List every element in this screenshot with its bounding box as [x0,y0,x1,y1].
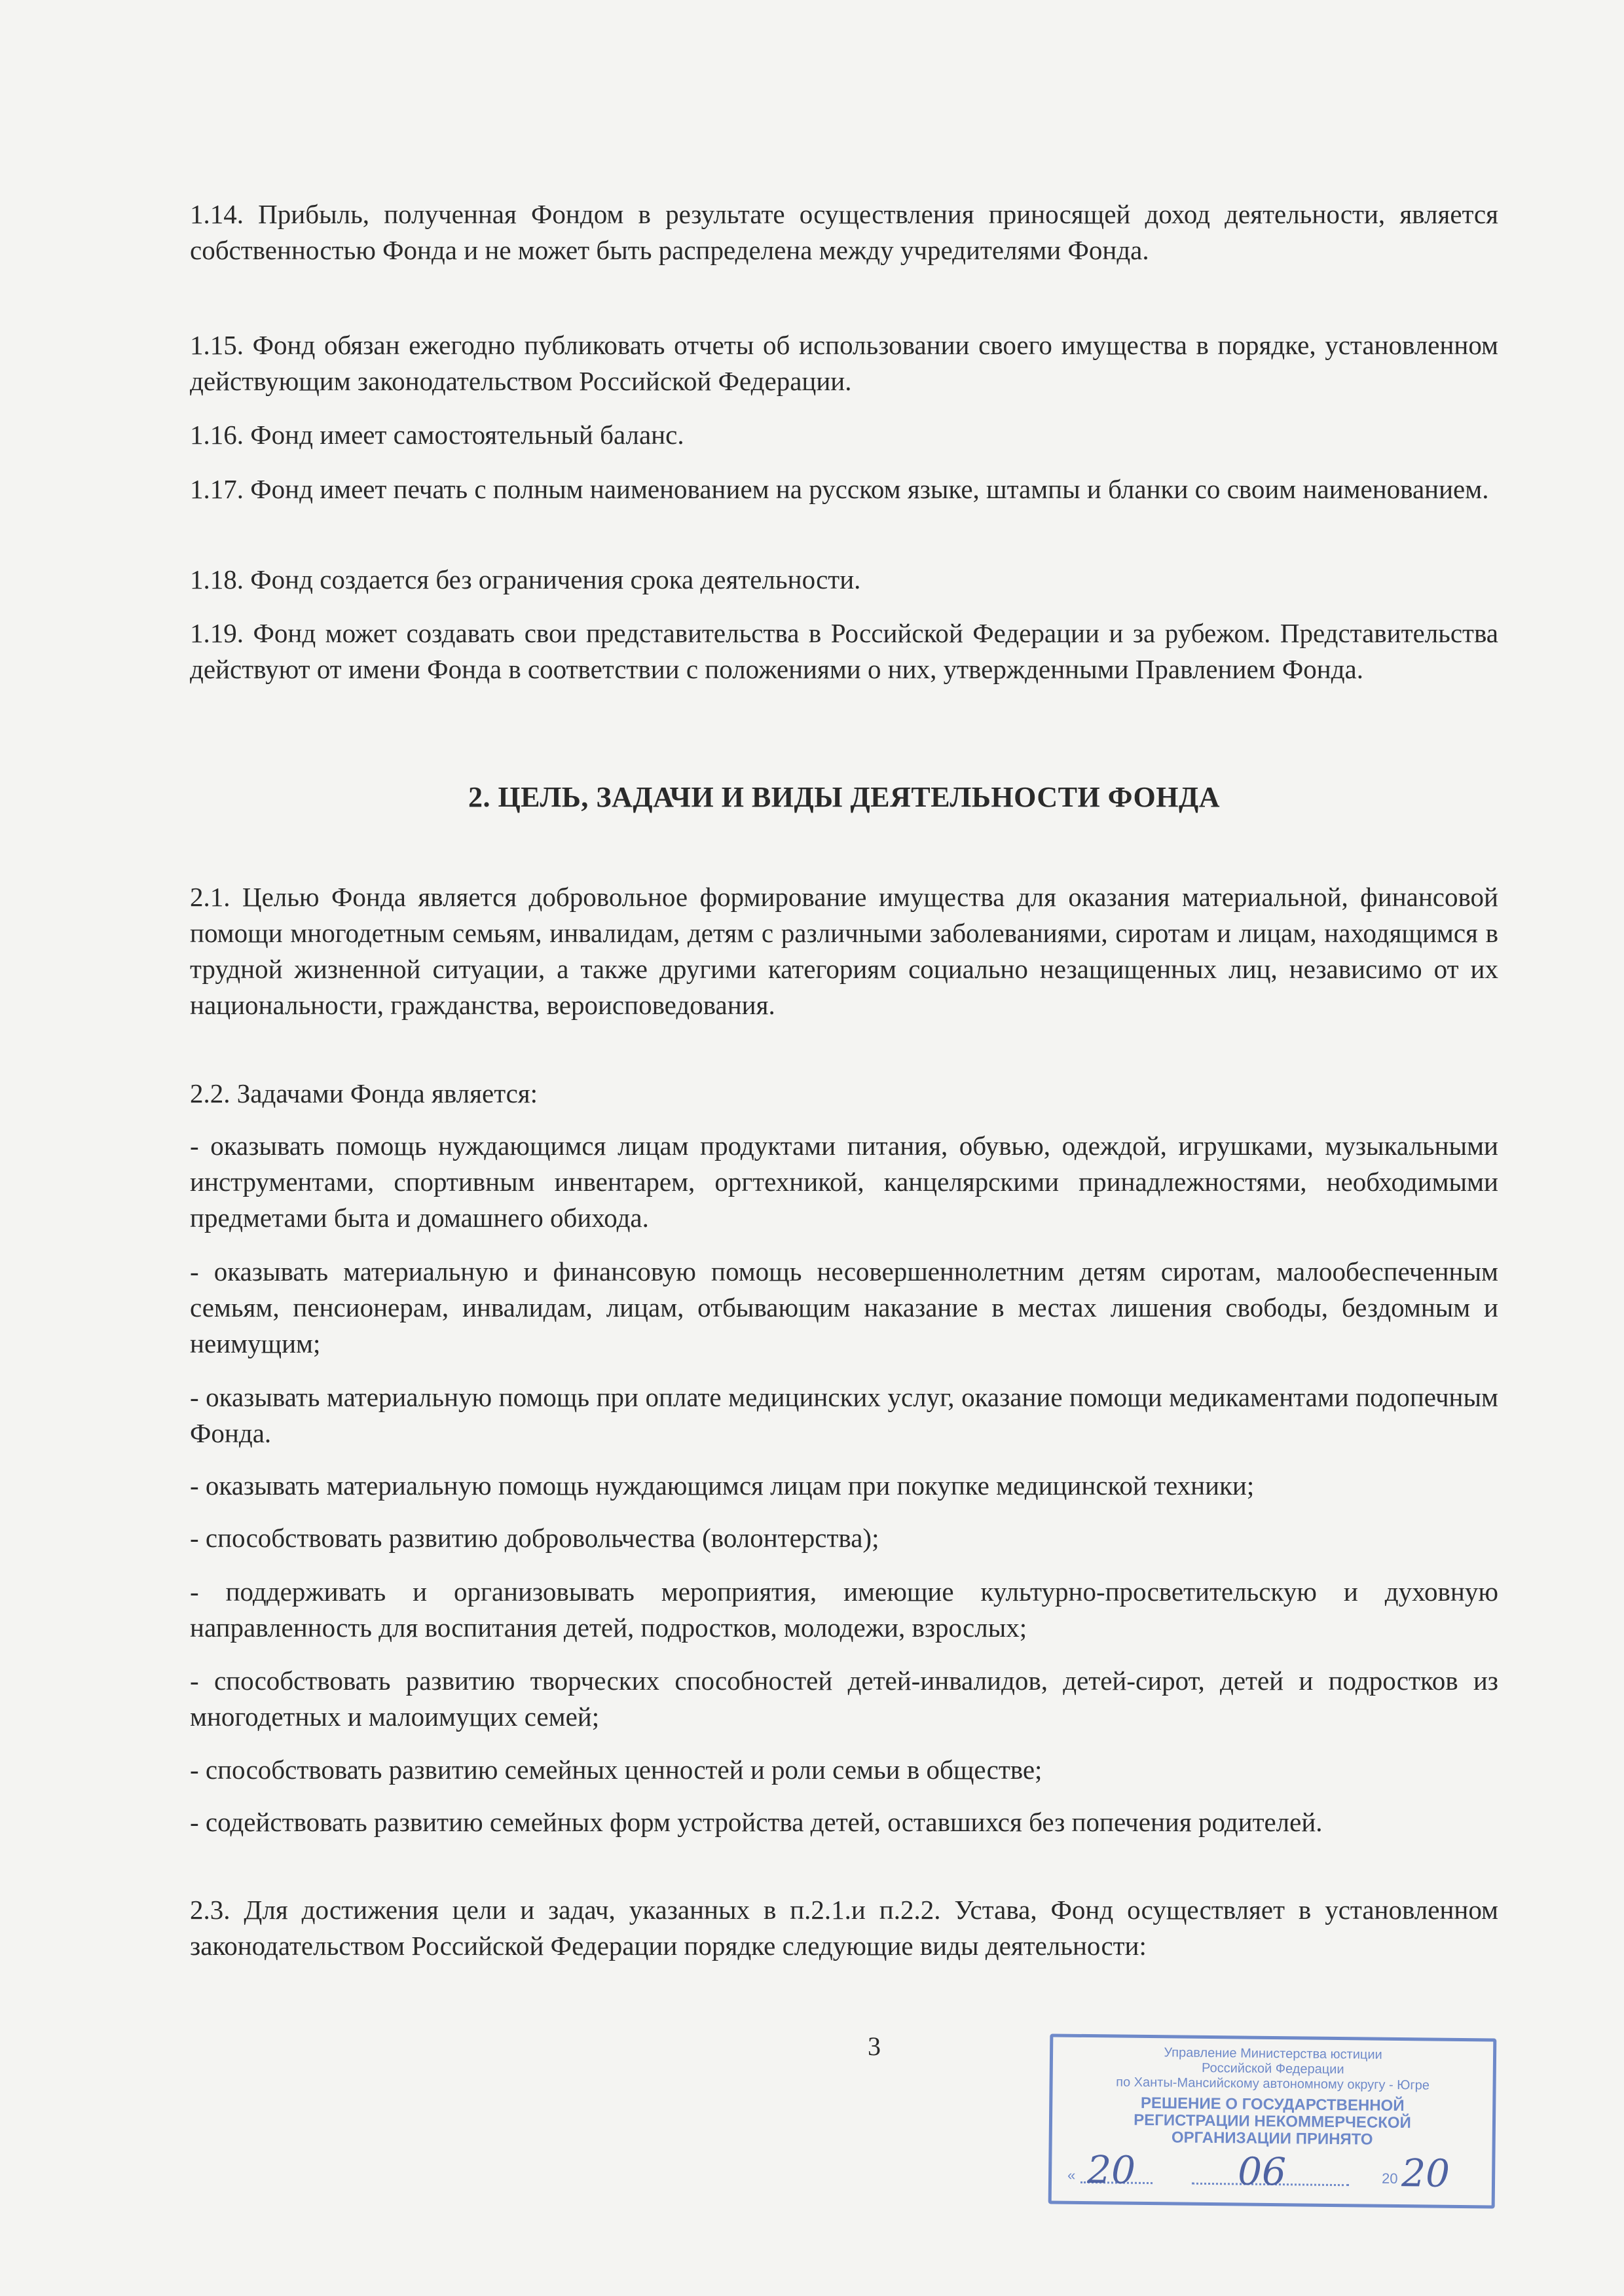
paragraph-1-17: 1.17. Фонд имеет печать с полным наименованием на русском языке, штампы и бланки со своим наименованием. [190,474,1489,504]
registration-stamp [1048,2033,1497,2208]
list-item-volunteering: - способствовать развитию добровольчества (волонтерства); [190,1523,879,1553]
section-heading: 2. ЦЕЛЬ, ЗАДАЧИ И ВИДЫ ДЕЯТЕЛЬНОСТИ ФОНДА [468,781,1221,813]
list-item-financial-aid: - оказывать материальную и финансовую помощь несовершеннолетним детям сиротам, малообеспеченным семьям, пенсионерам, инвалидам, лицам, отбывающим наказание в местах лишения свободы, бездомным и неимущим; [190,1256,1498,1358]
stamp-line-federation: Российской Федерации [1201,2060,1344,2077]
paragraph-2-1: 2.1. Целью Фонда является добровольное формирование имущества для оказания материальной, финансовой помощи многодетным семьям, инвалидам, детям с различными заболеваниями, сиротам и лицам, находящимся в трудной жизненной ситуации, а также другими категориям социально незащищенных лиц, независимо от их национальности, гражданства, вероисповедования. [190,882,1498,1020]
stamp-quote-mark: « [1067,2166,1076,2183]
list-item-family-values: - способствовать развитию семейных ценностей и роли семьи в обществе; [190,1755,1043,1785]
list-item-food-clothing: - оказывать помощь нуждающимся лицам продуктами питания, обувью, одеждой, игрушками, музыкальными инструментами, спортивным инвентарем, оргтехникой, канцелярскими принадлежностями, необходимыми предметами быта и домашнего обихода. [190,1131,1498,1233]
list-item-medical-aid: - оказывать материальную помощь при оплате медицинских услуг, оказание помощи медикаментами подопечным Фонда. [190,1382,1498,1448]
stamp-year: 20 [1401,2151,1450,2196]
stamp-day: 20 [1086,2147,1136,2193]
stamp-line-ministry: Управление Министерства юстиции [1164,2045,1382,2062]
list-item-creative-abilities: - способствовать развитию творческих способностей детей-инвалидов, детей-сирот, детей и подростков из многодетных и малоимущих семей; [190,1666,1498,1732]
page-number: 3 [868,2032,881,2061]
paragraph-1-19: 1.19. Фонд может создавать свои представительства в Российской Федерации и за рубежом. Представительства действуют от имени Фонда в соответствии с положениями о них, утвержденными Правлением Фонда. [190,618,1498,684]
paragraph-1-16: 1.16. Фонд имеет самостоятельный баланс. [190,420,684,450]
paragraph-1-14: 1.14. Прибыль, полученная Фондом в результате осуществления приносящей доход деятельности, является собственностью Фонда и не может быть распределена между учредителями Фонда. [190,199,1498,265]
list-item-family-placement: - содействовать развитию семейных форм устройства детей, оставшихся без попечения родителей. [190,1807,1323,1837]
paragraph-1-15: 1.15. Фонд обязан ежегодно публиковать отчеты об использовании своего имущества в порядке, установленном действующим законодательством Российской Федерации. [190,330,1498,396]
stamp-year-prefix: 20 [1381,2170,1398,2187]
paragraph-2-3: 2.3. Для достижения цели и задач, указанных в п.2.1.и п.2.2. Устава, Фонд осуществляет в установленном законодательством Российской Федерации порядке следующие виды деятельности: [190,1895,1498,1961]
list-item-cultural-events: - поддерживать и организовывать мероприятия, имеющие культурно-просветительскую и духовную направленность для воспитания детей, подростков, молодежи, взрослых; [190,1576,1498,1643]
paragraph-2-2: 2.2. Задачами Фонда является: [190,1078,538,1108]
stamp-month: 06 [1237,2149,1287,2195]
stamp-line-accepted: ОРГАНИЗАЦИИ ПРИНЯТО [1171,2128,1373,2149]
stamp-line-registration: РЕГИСТРАЦИИ НЕКОММЕРЧЕСКОЙ [1134,2111,1411,2132]
stamp-line-decision: РЕШЕНИЕ О ГОСУДАРСТВЕННОЙ [1140,2094,1405,2115]
list-item-medical-equipment: - оказывать материальную помощь нуждающимся лицам при покупке медицинской техники; [190,1470,1255,1501]
stamp-line-region: по Ханты-Мансийскому автономному округу - Югре [1116,2075,1430,2093]
paragraph-1-18: 1.18. Фонд создается без ограничения срока деятельности. [190,564,861,594]
stamp-date [1061,2147,1483,2196]
